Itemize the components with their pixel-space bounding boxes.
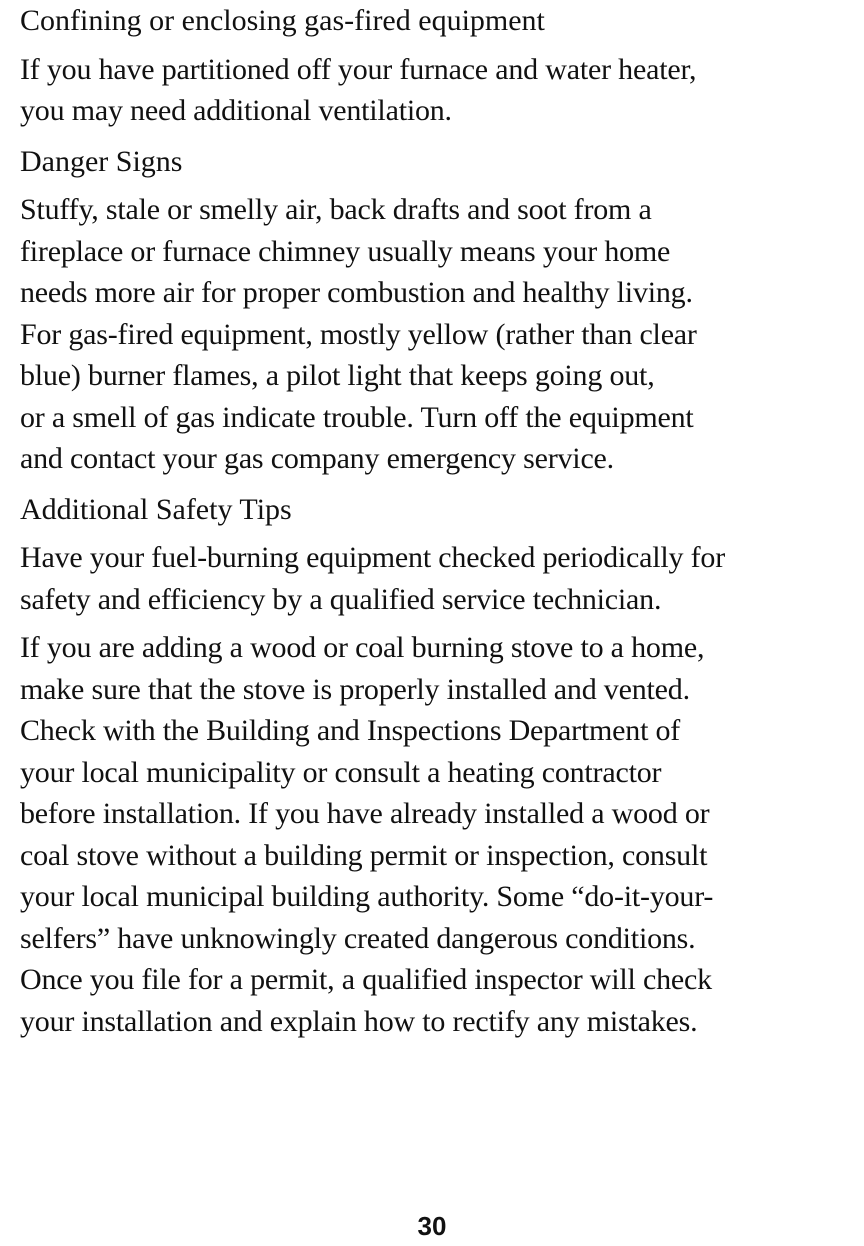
section-confining-equipment	[20, 0, 858, 132]
section-heading: Confining or enclosing gas-fired equipment	[20, 4, 545, 37]
text-line: Stuffy, stale or smelly air, back drafts and soot from a	[20, 193, 652, 226]
text-line: coal stove without a building permit or inspection, consult	[20, 838, 708, 872]
text-line: fireplace or furnace chimney usually means your home	[20, 234, 671, 268]
paragraph	[20, 189, 858, 480]
text-line: or a smell of gas indicate trouble. Turn off the equipment	[20, 400, 694, 434]
paragraph	[20, 49, 858, 132]
text-line: make sure that the stove is properly installed and vented.	[20, 672, 690, 706]
text-line: before installation. If you have already installed a wood or	[20, 797, 710, 830]
text-line: needs more air for proper combustion and healthy living.	[20, 276, 693, 309]
text-line: you may need additional ventilation.	[20, 94, 452, 127]
text-line: selfers” have unknowingly created dangerous conditions.	[20, 921, 696, 955]
section-heading: Additional Safety Tips	[20, 492, 292, 526]
paragraph	[20, 627, 858, 1042]
text-line: If you have partitioned off your furnace and water heater,	[20, 52, 697, 86]
text-line: Once you file for a permit, a qualified inspector will check	[20, 963, 712, 996]
text-line: safety and efficiency by a qualified service technician.	[20, 582, 662, 616]
text-line: your local municipal building authority. Some “do-it-your-	[20, 880, 714, 913]
text-line: For gas-fired equipment, mostly yellow (rather than clear	[20, 317, 697, 351]
section-additional-safety-tips	[20, 489, 858, 1043]
text-line: Check with the Building and Inspections Department of	[20, 714, 681, 747]
text-line: Have your fuel-burning equipment checked periodically for	[20, 541, 725, 574]
text-line: your local municipality or consult a heating contractor	[20, 755, 662, 789]
text-line: blue) burner flames, a pilot light that keeps going out,	[20, 359, 655, 392]
text-line: If you are adding a wood or coal burning stove to a home,	[20, 631, 705, 664]
section-danger-signs	[20, 141, 858, 480]
text-line: your installation and explain how to rectify any mistakes.	[20, 1004, 698, 1038]
document-page	[20, 0, 858, 1042]
section-heading: Danger Signs	[20, 144, 183, 178]
text-line: and contact your gas company emergency service.	[20, 442, 614, 475]
page-number: 30	[417, 1211, 447, 1241]
paragraph	[20, 537, 858, 620]
